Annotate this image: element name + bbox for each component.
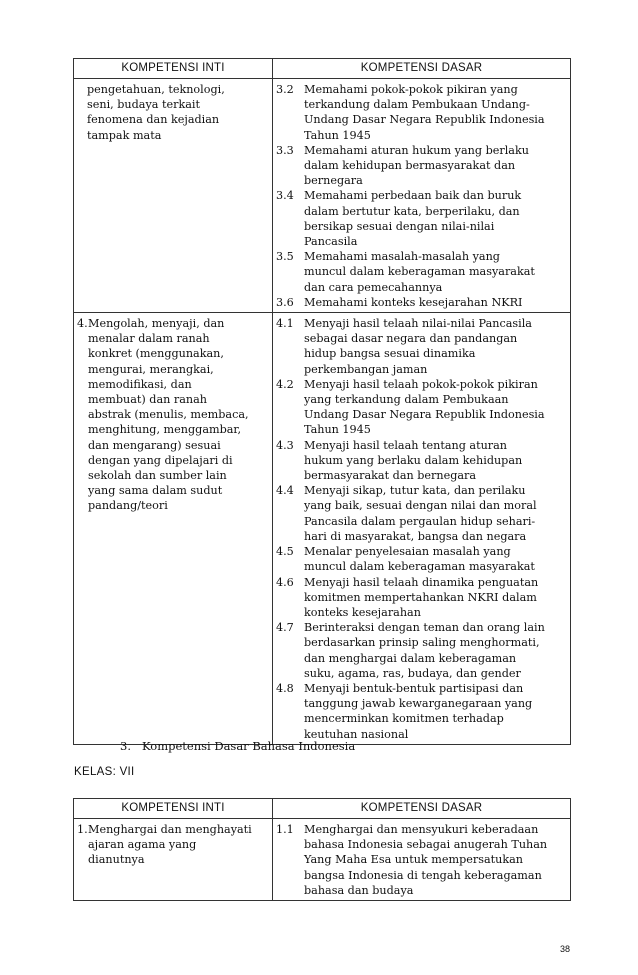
header-kompetensi-dasar: KOMPETENSI DASAR	[273, 799, 571, 819]
kompetensi-dasar-text: Menyaji sikap, tutur kata, dan perilaku yang baik, sesuai dengan nilai dan moral Pancasila dalam pergaulan hidup sehari- hari di masyarakat, bangsa dan negara	[304, 484, 537, 543]
table-row	[74, 819, 571, 901]
kompetensi-dasar-text: Memahami aturan hukum yang berlaku dalam kehidupan bermasyarakat dan bernegara	[304, 143, 529, 188]
kompetensi-dasar-text: Menyaji hasil telaah tentang aturan hukum yang berlaku dalam kehidupan bermasyarakat dan bernegara	[304, 438, 523, 483]
kelas-label: KELAS: VII	[74, 766, 135, 778]
kompetensi-dasar-item	[276, 822, 568, 898]
kompetensi-inti-number: 4.	[77, 317, 88, 331]
table-row	[74, 313, 571, 745]
kompetensi-dasar-item	[276, 377, 568, 438]
kompetensi-dasar-item	[276, 295, 568, 310]
kompetensi-dasar-number: 3.3	[276, 143, 294, 157]
kompetensi-dasar-item	[276, 681, 568, 742]
kompetensi-dasar-cell	[273, 313, 571, 745]
kompetensi-dasar-number: 4.4	[276, 484, 294, 498]
kompetensi-dasar-text: Menghargai dan mensyukuri keberadaan bahasa Indonesia sebagai anugerah Tuhan Yang Maha Esa untuk mempersatukan bangsa Indonesia di tengah keberagaman bahasa dan budaya	[304, 823, 548, 897]
kompetensi-dasar-item	[276, 620, 568, 681]
kompetensi-dasar-item	[276, 438, 568, 484]
header-kompetensi-inti: KOMPETENSI INTI	[74, 59, 273, 79]
kompetensi-dasar-number: 3.5	[276, 250, 294, 264]
kompetensi-dasar-text: Memahami perbedaan baik dan buruk dalam bertutur kata, berperilaku, dan bersikap sesuai dengan nilai-nilai Pancasila	[304, 189, 522, 249]
kompetensi-dasar-text: Memahami pokok-pokok pikiran yang terkandung dalam Pembukaan Undang- Undang Dasar Negara Republik Indonesia Tahun 1945	[304, 83, 545, 142]
kompetensi-dasar-item	[276, 544, 568, 574]
section-title: Kompetensi Dasar Bahasa Indonesia	[142, 739, 356, 753]
kompetensi-dasar-text: Menyaji hasil telaah nilai-nilai Pancasila sebagai dasar negara dan pandangan hidup bangsa sesuai dinamika perkembangan jaman	[304, 317, 532, 376]
kompetensi-inti-text: Mengolah, menyaji, dan menalar dalam ranah konkret (menggunakan, mengurai, merangkai, memodifikasi, dan membuat) dan ranah abstrak (menulis, membaca, menghitung, menggambar, dan mengarang) sesuai dengan yang dipelajari di sekolah dan sumber lain yang sama dalam sudut pandang/teori	[88, 317, 249, 513]
kompetensi-dasar-number: 3.6	[276, 295, 294, 309]
table-header-row	[74, 59, 571, 79]
kompetensi-inti-cell	[74, 819, 273, 901]
kompetensi-table-bahasa-indonesia	[73, 798, 571, 901]
kompetensi-dasar-cell	[273, 79, 571, 313]
kompetensi-dasar-number: 4.8	[276, 681, 294, 695]
section-heading	[120, 739, 355, 753]
kompetensi-dasar-text: Memahami konteks kesejarahan NKRI	[304, 295, 523, 309]
kompetensi-dasar-number: 4.5	[276, 545, 294, 559]
kompetensi-dasar-text: Menyaji hasil telaah dinamika penguatan komitmen mempertahankan NKRI dalam konteks kesejarahan	[304, 575, 539, 619]
kompetensi-dasar-number: 1.1	[276, 823, 294, 836]
kompetensi-dasar-number: 3.4	[276, 189, 294, 203]
kompetensi-dasar-number: 4.2	[276, 377, 294, 391]
header-kompetensi-inti: KOMPETENSI INTI	[74, 799, 273, 819]
kompetensi-dasar-cell	[273, 819, 571, 901]
kompetensi-dasar-text: Memahami masalah-masalah yang muncul dalam keberagaman masyarakat dan cara pemecahannya	[304, 250, 535, 294]
kompetensi-inti-number: 1.	[77, 823, 88, 836]
kompetensi-dasar-item	[276, 483, 568, 544]
kompetensi-table-ppkn	[73, 58, 571, 745]
kompetensi-dasar-item	[276, 188, 568, 249]
kompetensi-dasar-text: Berinteraksi dengan teman dan orang lain berdasarkan prinsip saling menghormati, dan menghargai dalam keberagaman suku, agama, ras, budaya, dan gender	[304, 621, 545, 680]
kompetensi-dasar-text: Menyaji bentuk-bentuk partisipasi dan tanggung jawab kewarganegaraan yang mencerminkan komitmen terhadap keutuhan nasional	[304, 681, 533, 741]
header-kompetensi-dasar: KOMPETENSI DASAR	[273, 59, 571, 79]
table-row	[74, 79, 571, 313]
kompetensi-dasar-item	[276, 575, 568, 621]
kompetensi-inti-cell	[74, 313, 273, 745]
kompetensi-inti-text: pengetahuan, teknologi, seni, budaya terkait fenomena dan kejadian tampak mata	[87, 83, 225, 142]
section-number: 3.	[120, 739, 131, 753]
kompetensi-dasar-text: Menyaji hasil telaah pokok-pokok pikiran yang terkandung dalam Pembukaan Undang Dasar Negara Republik Indonesia Tahun 1945	[304, 377, 545, 437]
kompetensi-dasar-item	[276, 143, 568, 189]
page-number: 38	[559, 944, 570, 954]
kompetensi-dasar-number: 4.3	[276, 438, 294, 452]
kompetensi-dasar-item	[276, 82, 568, 143]
kompetensi-dasar-item	[276, 316, 568, 377]
kompetensi-inti-text: Menghargai dan menghayati ajaran agama yang dianutnya	[88, 823, 252, 867]
kompetensi-dasar-number: 4.1	[276, 317, 294, 331]
kompetensi-dasar-item	[276, 249, 568, 295]
kompetensi-dasar-number: 3.2	[276, 83, 294, 96]
kompetensi-dasar-text: Menalar penyelesaian masalah yang muncul dalam keberagaman masyarakat	[304, 545, 535, 574]
kompetensi-dasar-number: 4.6	[276, 575, 294, 589]
kompetensi-inti-cell	[74, 79, 273, 313]
table-header-row	[74, 799, 571, 819]
kompetensi-dasar-number: 4.7	[276, 621, 294, 635]
